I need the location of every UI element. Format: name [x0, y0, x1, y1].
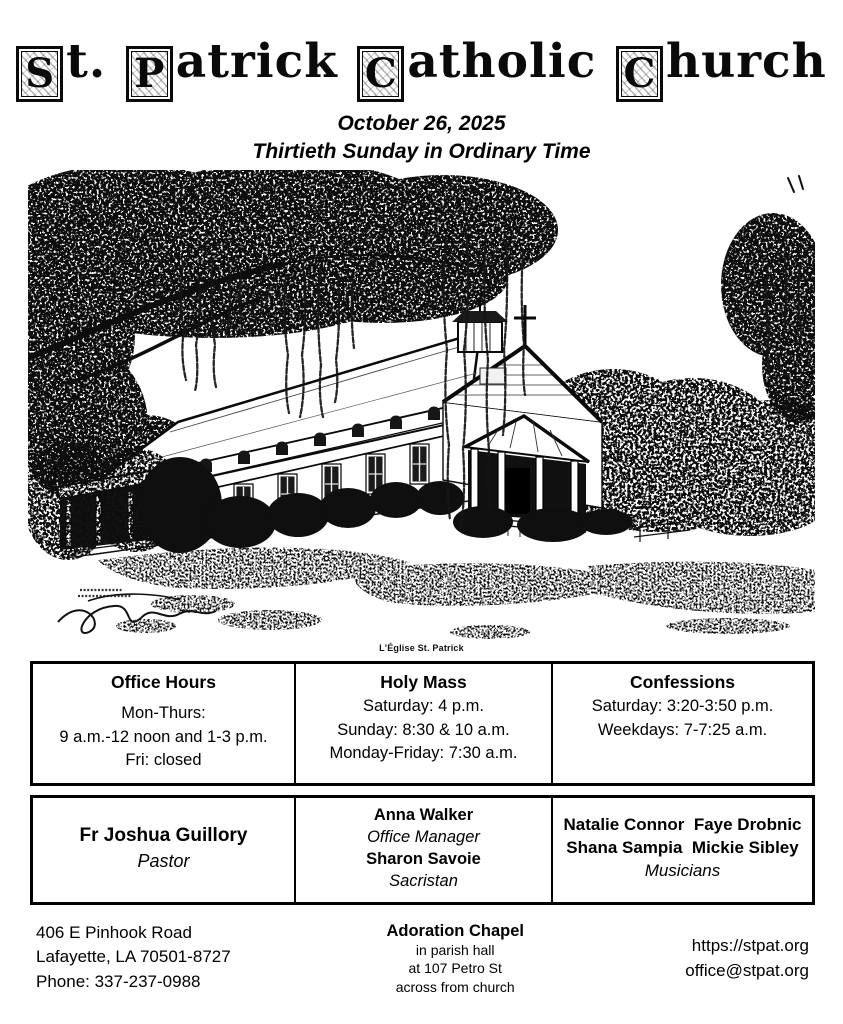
sacristan-role: Sacristan — [389, 871, 458, 890]
office-hours-cell — [33, 664, 294, 783]
holy-mass-line: Monday-Friday: 7:30 a.m. — [329, 744, 518, 762]
church-drawing-svg — [28, 170, 815, 640]
schedule-box — [30, 661, 815, 786]
contact-footer — [0, 921, 843, 997]
drop-cap-c2: C — [616, 46, 663, 102]
office-manager-name: Anna Walker — [373, 805, 474, 824]
office-manager-role: Office Manager — [367, 827, 480, 846]
office-hours-line: 9 a.m.-12 noon and 1-3 p.m. — [59, 727, 268, 746]
church-name-masthead — [0, 0, 843, 102]
chapel-line: across from church — [395, 978, 515, 995]
links-block — [582, 921, 843, 997]
chapel-heading: Adoration Chapel — [386, 921, 524, 940]
musicians-names: Natalie Connor Faye Drobnic — [563, 815, 802, 834]
office-hours-heading: Office Hours — [110, 672, 216, 692]
confessions-line: Saturday: 3:20-3:50 p.m. — [591, 697, 774, 715]
chapel-line: in parish hall — [415, 941, 495, 958]
holy-mass-line: Saturday: 4 p.m. — [362, 697, 485, 715]
confessions-heading: Confessions — [629, 672, 735, 692]
illustration-caption: L'Église St. Patrick — [379, 643, 464, 653]
phone-number: Phone: 337-237-0988 — [36, 971, 201, 991]
street-address: 406 E Pinhook Road — [36, 922, 192, 942]
holy-mass-cell — [294, 664, 551, 783]
church-illustration — [28, 170, 815, 653]
chapel-line: at 107 Petro St — [408, 960, 502, 976]
website-link[interactable]: https://stpat.org — [691, 935, 809, 955]
date-block — [0, 110, 843, 166]
office-staff-cell — [294, 798, 551, 902]
bulletin-date: October 26, 2025 — [337, 112, 506, 135]
pastor-name: Fr Joshua Guillory — [79, 824, 248, 846]
masthead-word-catholic: C atholic — [357, 34, 596, 102]
musicians-names: Shana Sampia Mickie Sibley — [566, 838, 799, 857]
drop-cap-s: S — [16, 46, 63, 102]
office-hours-line: Fri: closed — [125, 751, 202, 769]
sacristan-name: Sharon Savoie — [366, 849, 481, 868]
address-block — [0, 921, 329, 997]
gable-cross — [514, 305, 536, 348]
pastor-role: Pastor — [137, 850, 190, 871]
office-hours-line: Mon-Thurs: — [121, 704, 206, 722]
holy-mass-heading: Holy Mass — [380, 672, 467, 692]
musicians-role: Musicians — [644, 861, 721, 880]
pastor-cell — [33, 798, 294, 902]
email-link[interactable]: office@stpat.org — [685, 960, 809, 980]
drop-cap-c1: C — [357, 46, 404, 102]
adoration-chapel-block — [329, 921, 582, 997]
attic-window — [480, 368, 506, 384]
masthead-word-st: S t. — [16, 34, 106, 102]
confessions-line: Weekdays: 7-7:25 a.m. — [597, 720, 768, 739]
holy-mass-line: Sunday: 8:30 & 10 a.m. — [337, 720, 510, 739]
liturgical-day: Thirtieth Sunday in Ordinary Time — [252, 140, 591, 163]
masthead-word-church: C hurch — [616, 34, 827, 102]
city-state-zip: Lafayette, LA 70501-8727 — [36, 947, 231, 966]
ground-shadows — [98, 547, 815, 639]
masthead-word-patrick: P atrick — [126, 34, 338, 102]
staff-box — [30, 795, 815, 905]
confessions-cell — [551, 664, 812, 783]
musicians-cell — [551, 798, 812, 902]
drop-cap-p: P — [126, 46, 173, 102]
